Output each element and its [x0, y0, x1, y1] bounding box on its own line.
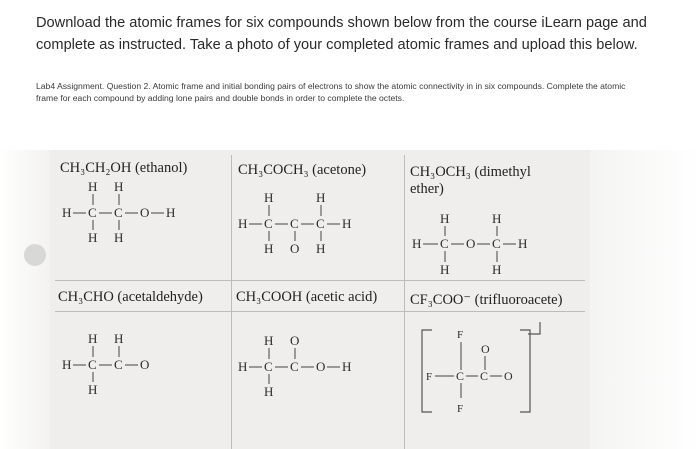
photo-left-margin	[0, 150, 50, 449]
atom-H: H	[264, 241, 274, 256]
atom-C: C	[264, 359, 273, 374]
grid-line-vertical-2	[404, 155, 405, 449]
atom-H: H	[264, 190, 274, 205]
atom-O: O	[290, 333, 300, 348]
dimethyl-ether-structure	[410, 210, 570, 280]
atom-H: H	[492, 262, 502, 277]
acetone-title: CH₃COCH₃ (acetone)	[238, 162, 367, 178]
grid-line-vertical-1	[231, 155, 232, 449]
acetic-acid-title: CH₃COOH (acetic acid)	[236, 289, 378, 305]
atom-C: C	[88, 205, 97, 220]
grid-line-horizontal-2	[55, 311, 585, 312]
ethanol-title: CH₃CH₂OH (ethanol)	[60, 160, 188, 176]
atom-H: H	[88, 382, 98, 397]
trifluoroacetate-structure	[420, 320, 550, 420]
dimethyl-ether-title-line2: ether)	[410, 181, 444, 197]
atom-H: H	[264, 384, 274, 399]
atom-H: H	[342, 216, 352, 231]
ethanol-structure	[60, 178, 210, 248]
atom-O: O	[466, 236, 476, 251]
atom-H: H	[114, 179, 124, 194]
atom-O: O	[290, 241, 300, 256]
atom-C: C	[114, 205, 123, 220]
atom-O: O	[140, 205, 150, 220]
atom-H: H	[412, 236, 422, 251]
atom-O: O	[504, 369, 513, 383]
atom-H: H	[342, 359, 352, 374]
photo-glare	[24, 244, 46, 266]
atom-O: O	[140, 357, 150, 372]
dimethyl-ether-title-line1: CH₃OCH₃ (dimethyl	[410, 164, 531, 180]
atom-H: H	[316, 241, 326, 256]
trifluoroacetate-title: CF₃COO⁻ (trifluoroacete)	[410, 292, 563, 308]
acetic-acid-structure	[236, 332, 376, 402]
atom-H: H	[114, 230, 124, 245]
assignment-text: Lab4 Assignment. Question 2. Atomic frame and initial bonding pairs of electrons to show the atomic connectivity in in six compounds. Complete the atomic frame for each compound by adding lone pairs and double bonds in order to complete the octets.	[36, 81, 626, 103]
acetone-structure	[236, 190, 396, 260]
atom-H: H	[238, 216, 248, 231]
atom-H: H	[264, 333, 274, 348]
atom-H: H	[166, 205, 176, 220]
atom-C: C	[316, 216, 325, 231]
atom-H: H	[518, 236, 528, 251]
atom-F: F	[457, 329, 464, 341]
atom-C: C	[440, 236, 449, 251]
grid-line-horizontal-1	[55, 280, 585, 281]
atom-C: C	[264, 216, 273, 231]
atom-H: H	[440, 262, 450, 277]
atom-H: H	[316, 190, 326, 205]
acetaldehyde-title: CH₃CHO (acetaldehyde)	[58, 289, 203, 305]
atom-C: C	[492, 236, 501, 251]
atom-F: F	[457, 403, 464, 415]
atom-C: C	[290, 216, 299, 231]
atom-H: H	[492, 211, 502, 226]
atom-O: O	[481, 342, 490, 356]
right-bracket	[520, 330, 530, 412]
atom-C: C	[290, 359, 299, 374]
atom-F: F	[426, 371, 433, 383]
photo-right-shade	[590, 150, 700, 449]
atom-H: H	[440, 211, 450, 226]
atom-C: C	[88, 357, 97, 372]
atom-H: H	[114, 331, 124, 346]
instructions-text: Download the atomic frames for six compounds shown below from the course iLearn page and complete as instructed. Take a photo of your completed atomic frames and upload this below.	[36, 15, 647, 53]
atom-H: H	[88, 179, 98, 194]
atom-C: C	[114, 357, 123, 372]
acetaldehyde-structure	[60, 330, 180, 400]
atom-H: H	[88, 230, 98, 245]
atom-C: C	[480, 369, 489, 383]
atom-C: C	[456, 369, 465, 383]
atom-H: H	[238, 359, 248, 374]
atom-H: H	[62, 205, 72, 220]
atom-H: H	[62, 357, 72, 372]
atom-H: H	[88, 331, 98, 346]
atom-O: O	[316, 359, 326, 374]
